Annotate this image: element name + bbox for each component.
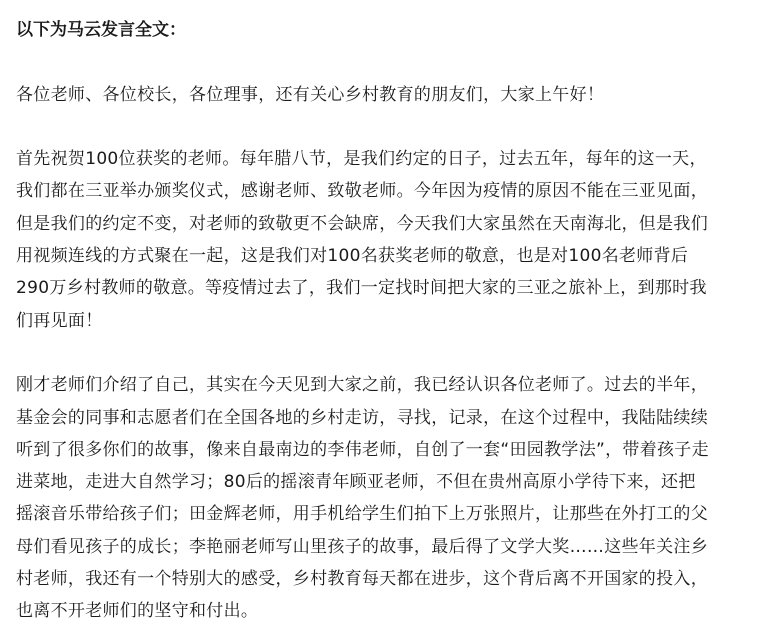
text-line: 进菜地，走进大自然学习；80后的摇滚青年顾亚老师，不但在贵州高原小学待下来，还把 xyxy=(16,472,696,493)
text-line: 听到了很多你们的故事，像来自最南边的李伟老师，自创了一套“田园教学法”，带着孩子走 xyxy=(16,439,709,460)
text-line: 们再见面！ xyxy=(16,310,103,331)
text-line: 我们都在三亚举办颁奖仪式，感谢老师、致敬老师。今年因为疫情的原因不能在三亚见面， xyxy=(16,181,708,202)
text-line: 也离不开老师们的坚守和付出。 xyxy=(16,601,259,622)
text-line: 首先祝贺100位获奖的老师。每年腊八节，是我们约定的日子，过去五年，每年的这一天， xyxy=(16,149,707,170)
article-heading: 以下为马云发言全文： xyxy=(16,20,186,40)
paragraph-greeting xyxy=(16,79,760,111)
text-line: 但是我们的约定不变，对老师的致敬更不会缺席，今天我们大家虽然在天南海北，但是我们 xyxy=(16,213,708,234)
text-line: 各位老师、各位校长，各位理事，还有关心乡村教育的朋友们，大家上午好！ xyxy=(16,84,605,105)
paragraph-teacher-stories xyxy=(16,369,760,627)
text-line: 基金会的同事和志愿者们在全国各地的乡村走访，寻找，记录，在这个过程中，我陆陆续续 xyxy=(16,407,708,428)
paragraph-congratulations xyxy=(16,143,760,337)
text-line: 290万乡村教师的敬意。等疫情过去了，我们一定找时间把大家的三亚之旅补上，到那时我 xyxy=(16,278,707,299)
text-line: 村老师，我还有一个特别大的感受，乡村教育每天都在进步，这个背后离不开国家的投入， xyxy=(16,569,708,590)
text-line: 摇滚音乐带给孩子们；田金辉老师，用手机给学生们拍下上万张照片，让那些在外打工的父 xyxy=(16,504,708,525)
text-line: 母们看见孩子的成长；李艳丽老师写山里孩子的故事，最后得了文学大奖……这些年关注乡 xyxy=(16,536,708,557)
text-line: 刚才老师们介绍了自己，其实在今天见到大家之前，我已经认识各位老师了。过去的半年， xyxy=(16,375,708,396)
text-line: 用视频连线的方式聚在一起，这是我们对100名获奖老师的敬意，也是对100名老师背后 xyxy=(16,246,689,267)
